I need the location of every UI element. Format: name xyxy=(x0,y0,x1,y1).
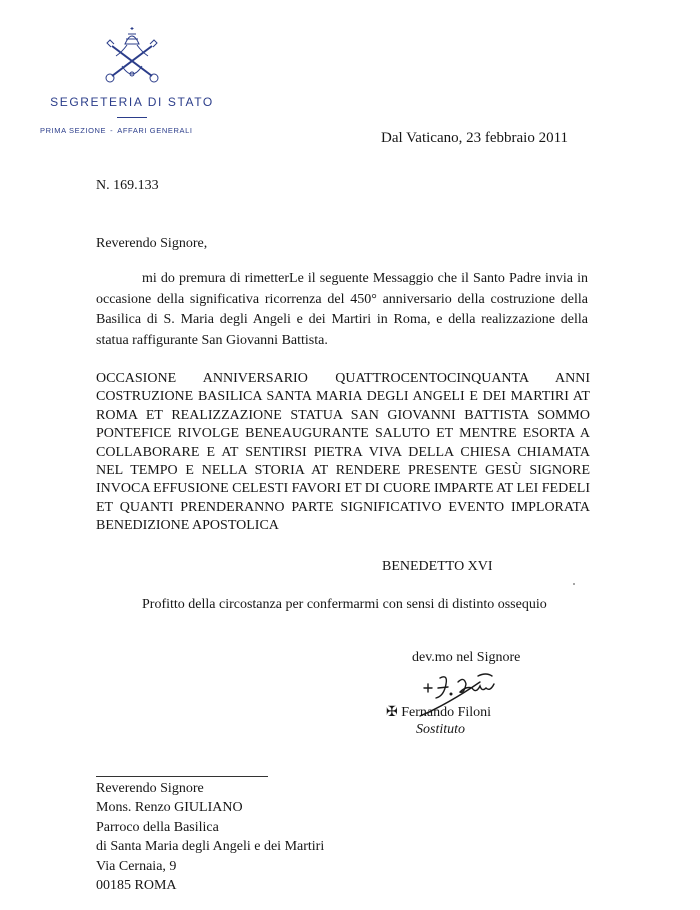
addressee-block xyxy=(96,779,324,895)
signer-line xyxy=(386,704,491,721)
signer-name: Fernando Filoni xyxy=(401,705,492,720)
addressee-line: Reverendo Signore xyxy=(96,781,204,796)
maltese-cross-icon: ✠ xyxy=(386,705,398,720)
papal-coat-of-arms-icon xyxy=(92,26,172,84)
salutation: Reverendo Signore, xyxy=(96,236,208,251)
addressee-line: 00185 ROMA xyxy=(96,878,177,894)
letterhead-divider xyxy=(117,117,147,118)
addressee-line: Via Cernaia, 9 xyxy=(96,858,177,874)
pope-signature: BENEDETTO XVI xyxy=(382,559,493,574)
addressee-line: di Santa Maria degli Angeli e dei Martiri xyxy=(96,839,325,855)
intro-paragraph: mi do premura di rimetterLe il seguente Messaggio che il Santo Padre invia in occasione della significativa ricorrenza del 450° anniversario della costruzione della Basilica di S. Maria degli Angeli e dei Martiri in Roma, e della realizzazione della statua raffigurante San Giovanni Battista. xyxy=(96,271,588,348)
papal-message: OCCASIONE ANNIVERSARIO QUATTROCENTOCINQUANTA ANNI COSTRUZIONE BASILICA SANTA MARIA DEGLI ANGELI E DEI MARTIRI AT ROMA ET REALIZZAZIONE STATUA SAN GIOVANNI BATTISTA SOMMO PONTEFICE RIVOLGE BENEAUGURANTE SALUTO ET MENTRE ESORTA A COLLABORARE E AT SENTIRSI PIETRA VIVA DELLA CHIESA CHIAMATA NEL TEMPO E NELLA STORIA AT RENDERE PRESENTE GESÙ SIGNORE INVOCA EFFUSIONE CELESTI FAVORI ET DI CUORE IMPARTE AT LEI FEDELI ET QUANTI PRENDERANNO PARTE SIGNIFICATIVO EVENTO IMPLORATA BENEDIZIONE APOSTOLICA xyxy=(96,371,590,534)
office-section-part2: AFFARI GENERALI xyxy=(117,126,193,135)
addressee-divider xyxy=(96,776,268,777)
office-section xyxy=(40,126,230,135)
paper-speck xyxy=(573,583,575,585)
addressee-line: Parroco della Basilica xyxy=(96,819,219,835)
office-section-part1: PRIMA SEZIONE xyxy=(40,126,107,135)
closing-paragraph: Profitto della circostanza per confermarmi con sensi di distinto ossequio xyxy=(142,597,547,612)
place-date: Dal Vaticano, 23 febbraio 2011 xyxy=(381,130,569,146)
office-section-separator: - xyxy=(110,126,114,135)
signer-title: Sostituto xyxy=(416,722,466,737)
addressee-line: Mons. Renzo GIULIANO xyxy=(96,800,243,816)
protocol-number: N. 169.133 xyxy=(96,178,159,193)
closing-formula: dev.mo nel Signore xyxy=(412,650,521,665)
office-name: SEGRETERIA DI STATO xyxy=(50,95,214,109)
